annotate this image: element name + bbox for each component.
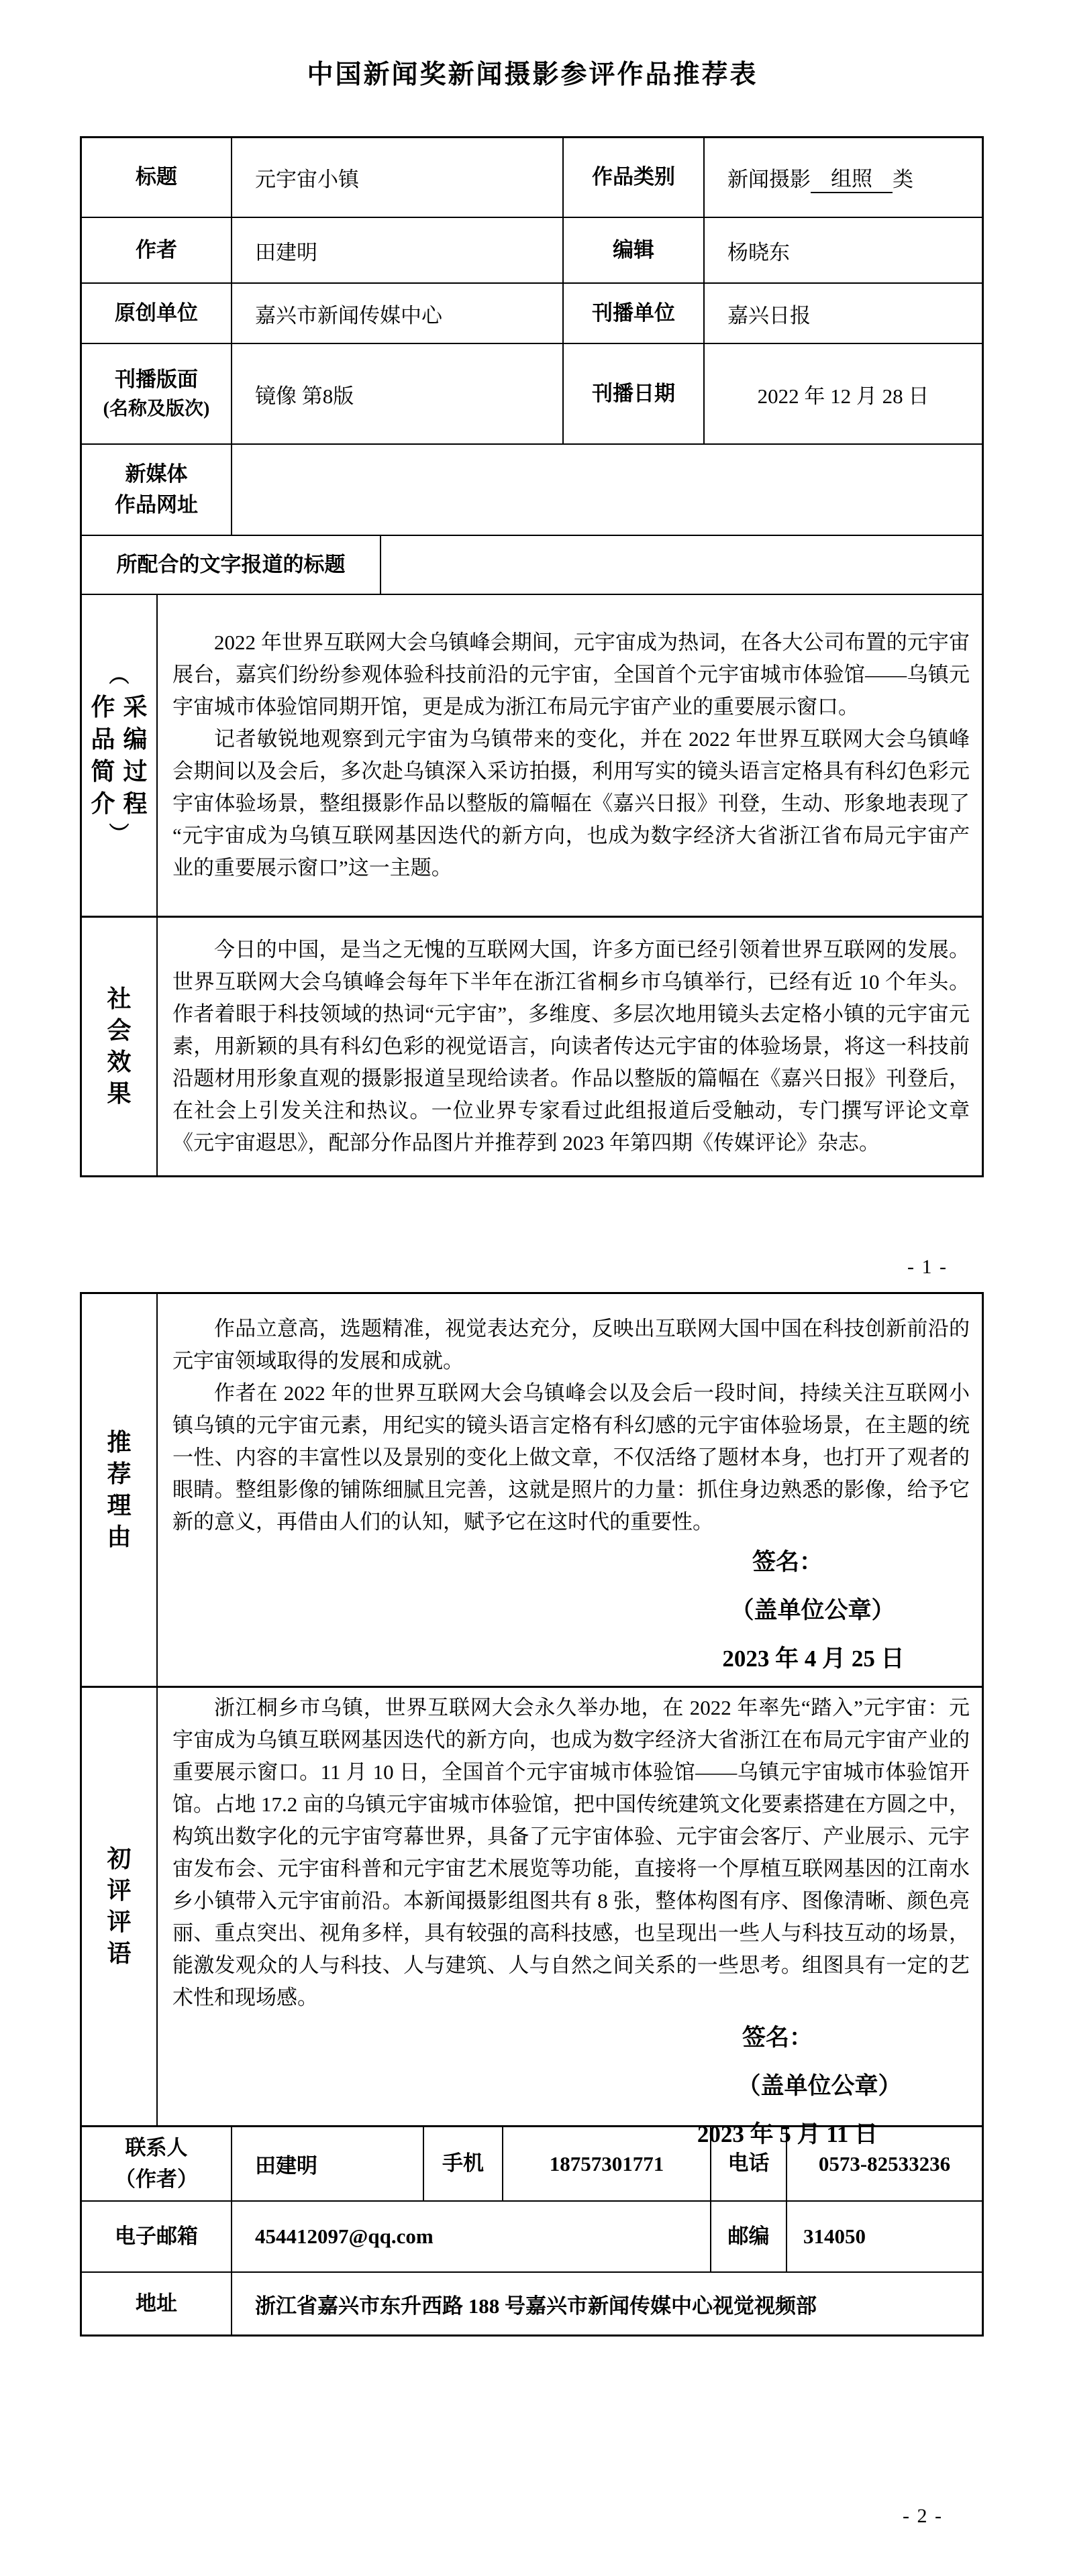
field-textreport-value <box>380 536 982 594</box>
paragraph: 浙江桐乡市乌镇，世界互联网大会永久举办地，在 2022 年率先“踏入”元宇宙：元宇宙成为乌镇互联网基因迭代的新方向，也成为数字经济大省浙江在布局元宇宙产业的重要展示窗口。11 月 10 日，全国首个元宇宙城市体验馆——乌镇元宇宙城市体验馆开馆。占地 17.2 亩的乌镇元宇宙城市体验馆，把中国传统建筑文化要素搭建在方圆之中，构筑出数字化的元宇宙穹幕世界，具备了元宇宙体验、元宇宙会客厅、产业展示、元宇宙发布会、元宇宙科普和元宇宙艺术展览等功能，直接将一个厚植互联网基因的江南水乡小镇带入元宇宙前沿。本新闻摄影组图共有 8 张，整体构图有序、图像清晰、颜色亮丽、重点突出、视角多样，具有较强的高科技感，也呈现出一些人与科技互动的场景，能激发观众的人与科技、人与建筑、人与自然之间关系的一些思考。组图具有一定的艺术性和现场感。 <box>172 1696 970 2009</box>
recommend-seal-note: （盖单位公章） <box>730 1597 895 1623</box>
paragraph: 记者敏锐地观察到元宇宙为乌镇带来的变化，并在 2022 年世界互联网大会乌镇峰会期间以及会后，多次赴乌镇深入采访拍摄，利用写实的镜头语言定格具有科幻色彩元宇宙体验场景，整组摄影作品以整版的篇幅在《嘉兴日报》刊登，生动、形象地表现了“元宇宙成为乌镇互联网基因迭代的新方向，也成为数字经济大省浙江省布局元宇宙产业的重要展示窗口”这一主题。 <box>172 727 970 879</box>
row-origin-publisher <box>82 282 982 343</box>
review-date: 2023 年 5 月 11 日 <box>697 2121 878 2147</box>
row-text-report-title <box>82 535 982 594</box>
recommend-reason-text <box>156 1294 982 1686</box>
preliminary-review-vertical-label: 初 评 评 语 <box>107 1845 132 1967</box>
field-address-label: 地址 <box>136 2291 177 2315</box>
recommend-date: 2023 年 4 月 25 日 <box>722 1646 905 1672</box>
row-new-media-url <box>82 443 982 535</box>
form-table-page2 <box>80 1292 984 2337</box>
review-sign-label: 签名： <box>742 2025 813 2051</box>
field-publisher-label: 刊播单位 <box>562 284 703 343</box>
row-preliminary-review <box>82 1686 982 2147</box>
field-address-value: 浙江省嘉兴市东升西路 188 号嘉兴市新闻传媒中心视觉视频部 <box>231 2273 982 2334</box>
field-email-label: 电子邮箱 <box>115 2224 198 2248</box>
recommend-reason-vertical-label: 推 荐 理 由 <box>107 1429 132 1550</box>
field-author-label: 作者 <box>136 237 177 262</box>
field-contact-label: 联系人 （作者） <box>115 2136 198 2191</box>
field-zip-label: 邮编 <box>710 2202 786 2271</box>
field-zip-value: 314050 <box>786 2202 982 2271</box>
preliminary-review-text <box>156 1688 982 2147</box>
field-category-label: 作品类别 <box>562 138 703 217</box>
work-intro-vertical-label: ︵ 作采 品编 简过 介程 ︶ <box>91 665 156 845</box>
row-social-effect <box>82 916 982 1175</box>
field-phone-label: 电话 <box>710 2127 786 2200</box>
field-mobile-value: 18757301771 <box>502 2127 710 2200</box>
field-editor-value: 杨晓东 <box>703 218 982 282</box>
row-email-zip <box>82 2200 982 2271</box>
category-underlined-value: 组照 <box>811 162 893 193</box>
row-address <box>82 2271 982 2334</box>
field-origin-label: 原创单位 <box>115 301 198 325</box>
field-newmedia-label: 新媒体 作品网址 <box>115 462 198 517</box>
paragraph: 作者在 2022 年的世界互联网大会乌镇峰会以及会后一段时间，持续关注互联网小镇乌镇的元宇宙元素，用纪实的镜头语言定格有科幻感的元宇宙体验场景，在主题的统一性、内容的丰富性以及景别的变化上做文章，不仅活络了题材本身，也打开了观者的眼睛。整组影像的铺陈细腻且完善，这就是照片的力量：抓住身边熟悉的影像，给予它新的意义，再借由人们的认知，赋予它在这时代的重要性。 <box>172 1381 970 1534</box>
paragraph: 作品立意高，选题精准，视觉表达充分，反映出互联网大国中国在科技创新前沿的元宇宙领域取得的发展和成就。 <box>172 1317 970 1373</box>
paragraph: 2022 年世界互联网大会乌镇峰会期间，元宇宙成为热词，在各大公司布置的元宇宙展台，嘉宾们纷纷参观体验科技前沿的元宇宙，全国首个元宇宙城市体验馆——乌镇元宇宙城市体验馆同期开馆，更是成为浙江布局元宇宙产业的重要展示窗口。 <box>172 631 970 718</box>
review-seal-note: （盖单位公章） <box>737 2073 902 2099</box>
social-effect-vertical-label: 社 会 效 果 <box>107 985 132 1107</box>
field-title-value: 元宇宙小镇 <box>231 138 562 217</box>
field-title-label: 标题 <box>136 165 177 189</box>
page-number-1: - 1 - <box>907 1256 948 1278</box>
row-contact-person <box>82 2125 982 2200</box>
field-pubdate-label: 刊播日期 <box>562 344 703 443</box>
field-contact-value: 田建明 <box>231 2127 423 2200</box>
field-category-value: 新闻摄影 组照 类 <box>703 138 982 217</box>
row-title-category <box>82 138 982 217</box>
row-recommend-reason <box>82 1294 982 1686</box>
field-origin-value: 嘉兴市新闻传媒中心 <box>231 284 562 343</box>
paragraph: 今日的中国，是当之无愧的互联网大国，许多方面已经引领着世界互联网的发展。世界互联网大会乌镇峰会每年下半年在浙江省桐乡市乌镇举行，已经有近 10 个年头。作者着眼于科技领域的热词“元宇宙”，多维度、多层次地用镜头去定格小镇的元宇宙元素，用新颖的具有科幻色彩的视觉语言，向读者传达元宇宙的体验场景，将这一科技前沿题材用形象直观的摄影报道呈现给读者。作品以整版的篇幅在《嘉兴日报》刊登后，在社会上引发关注和热议。一位业界专家看过此组报道后受触动，专门撰写评论文章《元宇宙遐思》，配部分作品图片并推荐到 2023 年第四期《传媒评论》杂志。 <box>172 938 970 1155</box>
field-editor-label: 编辑 <box>562 218 703 282</box>
work-intro-text <box>156 595 982 916</box>
social-effect-text <box>156 918 982 1175</box>
field-textreport-label: 所配合的文字报道的标题 <box>116 552 346 576</box>
field-pubdate-value: 2022 年 12 月 28 日 <box>703 344 982 443</box>
field-newmedia-value <box>231 445 982 535</box>
row-edition-date <box>82 343 982 443</box>
field-publisher-value: 嘉兴日报 <box>703 284 982 343</box>
row-author-editor <box>82 217 982 282</box>
form-table-page1 <box>80 136 984 1177</box>
field-author-value: 田建明 <box>231 218 562 282</box>
field-phone-value: 0573-82533236 <box>786 2127 982 2200</box>
field-mobile-label: 手机 <box>423 2127 502 2200</box>
field-email-value: 454412097@qq.com <box>231 2202 710 2271</box>
field-edition-label: 刊播版面 (名称及版次) <box>103 367 210 420</box>
recommend-sign-label: 签名： <box>752 1549 823 1575</box>
page-title: 中国新闻奖新闻摄影参评作品推荐表 <box>307 60 758 89</box>
field-edition-value: 镜像 第8版 <box>231 344 562 443</box>
page-number-2: - 2 - <box>903 2505 943 2527</box>
row-work-intro <box>82 594 982 916</box>
